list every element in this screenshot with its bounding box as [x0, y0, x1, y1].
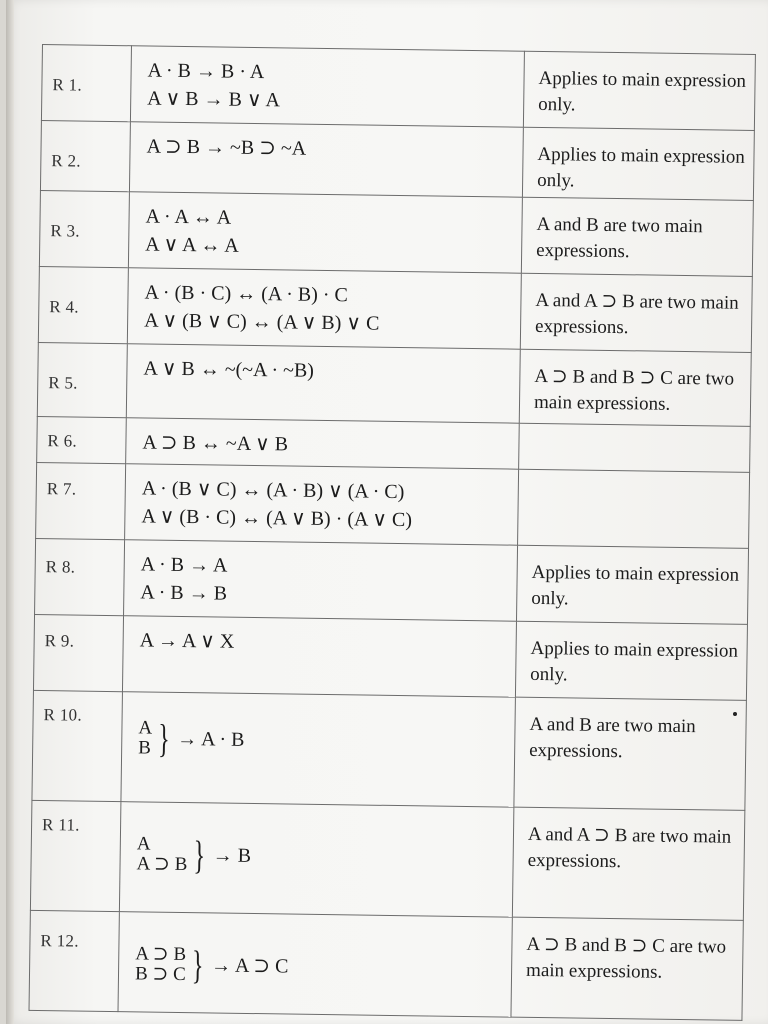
- conclusion: → A ⊃ C: [210, 954, 289, 978]
- expression-line: A ∨ B ↔ ~(~A · ~B): [143, 357, 315, 382]
- rule-note: A ⊃ B and B ⊃ C are two main expressions.: [511, 917, 743, 1020]
- premise-group: [135, 944, 289, 986]
- premise-stack: [138, 718, 152, 758]
- rule-expression: [119, 802, 513, 917]
- rule-expression: [125, 464, 519, 545]
- premise: B: [138, 737, 152, 759]
- rule-expression: [122, 616, 516, 697]
- rule-note: A and B are two main expressions.: [514, 697, 747, 810]
- expression-line: A ⊃ B → ~B ⊃ ~A: [146, 135, 307, 160]
- rule-expression: [126, 344, 520, 423]
- rule-id: R 6.: [37, 416, 127, 463]
- book-spine-shadow: [6, 0, 14, 1024]
- expression-line: A ⊃ B ↔ ~A ∨ B: [142, 431, 289, 456]
- rule-id: R 9.: [33, 614, 123, 691]
- right-brace-icon: }: [157, 715, 170, 761]
- table-row: [36, 462, 750, 548]
- table-row: [33, 614, 747, 700]
- premise-group: [136, 834, 251, 876]
- premise: A: [138, 717, 153, 739]
- rule-note: Applies to main expression only.: [523, 51, 755, 130]
- premise-stack: [136, 834, 187, 875]
- right-brace-icon: }: [192, 832, 206, 878]
- premise: B ⊃ C: [134, 963, 186, 986]
- rule-expression: [126, 418, 520, 469]
- rule-note: Applies to main expression only.: [522, 127, 754, 200]
- rule-id: R 8.: [35, 538, 125, 615]
- rule-note: A and B are two main expressions.: [521, 197, 753, 276]
- rule-expression: [129, 122, 523, 197]
- expression-line: A · (B ∨ C) ↔ (A · B) ∨ (A · C): [141, 477, 405, 504]
- table-row: [40, 120, 754, 200]
- expression-line: A ∨ (B ∨ C) ↔ (A ∨ B) ∨ C: [143, 309, 380, 335]
- rule-expression: [124, 540, 518, 621]
- premise-group: [138, 715, 245, 761]
- expression-line: A ∨ (B · C) ↔ (A ∨ B) · (A ∨ C): [141, 505, 413, 532]
- table-row: [30, 800, 744, 920]
- conclusion: → A · B: [177, 727, 245, 751]
- conclusion: → B: [212, 844, 252, 867]
- premise-stack: [135, 944, 186, 985]
- expression-line: A · A ↔ A: [145, 205, 232, 229]
- table-row: [32, 690, 746, 810]
- rule-note: A and A ⊃ B are two main expressions.: [512, 807, 745, 920]
- premise: A ⊃ B: [135, 943, 187, 966]
- rule-id: R 1.: [41, 45, 131, 122]
- table-row: [29, 910, 743, 1020]
- rule-id: R 5.: [37, 342, 127, 417]
- table-row: [35, 538, 749, 624]
- premise: A: [136, 833, 151, 855]
- rule-note: Applies to main expression only.: [515, 621, 747, 700]
- ink-dot: [733, 712, 737, 716]
- right-brace-icon: }: [191, 942, 204, 988]
- rule-id: R 10.: [32, 690, 123, 801]
- expression-line: A ∨ B → B ∨ A: [147, 87, 281, 112]
- rule-note: A and A ⊃ B are two main expressions.: [520, 273, 752, 352]
- book-page: [6, 0, 768, 1024]
- rule-expression: [130, 46, 524, 127]
- rule-id: R 12.: [29, 910, 119, 1011]
- rule-note: A ⊃ B and B ⊃ C are two main expressions.: [519, 349, 751, 426]
- table-row: [39, 190, 753, 276]
- rule-note: [519, 423, 751, 472]
- rule-id: R 3.: [39, 190, 129, 267]
- expression-line: A → A ∨ X: [139, 629, 235, 653]
- expression-line: A · B → A: [140, 553, 228, 577]
- expression-line: A · B → B: [140, 581, 228, 605]
- rule-expression: [127, 268, 521, 349]
- table-row: [41, 45, 755, 131]
- table-row: [37, 342, 751, 426]
- rule-id: R 7.: [36, 462, 126, 539]
- rule-id: R 4.: [38, 266, 128, 343]
- inference-rules-table: [28, 44, 755, 1021]
- rule-id: R 2.: [40, 120, 130, 191]
- rule-note: Applies to main expression only.: [516, 545, 748, 624]
- rule-note: [518, 469, 750, 548]
- rule-id: R 11.: [30, 800, 121, 911]
- expression-line: A · (B · C) ↔ (A · B) · C: [144, 281, 349, 307]
- premise: A ⊃ B: [136, 853, 188, 876]
- expression-line: A · B → B · A: [147, 59, 265, 84]
- expression-line: A ∨ A ↔ A: [145, 233, 239, 257]
- rule-expression: [118, 912, 512, 1017]
- rule-expression: [128, 192, 522, 273]
- table-row: [38, 266, 752, 352]
- rule-expression: [121, 692, 515, 807]
